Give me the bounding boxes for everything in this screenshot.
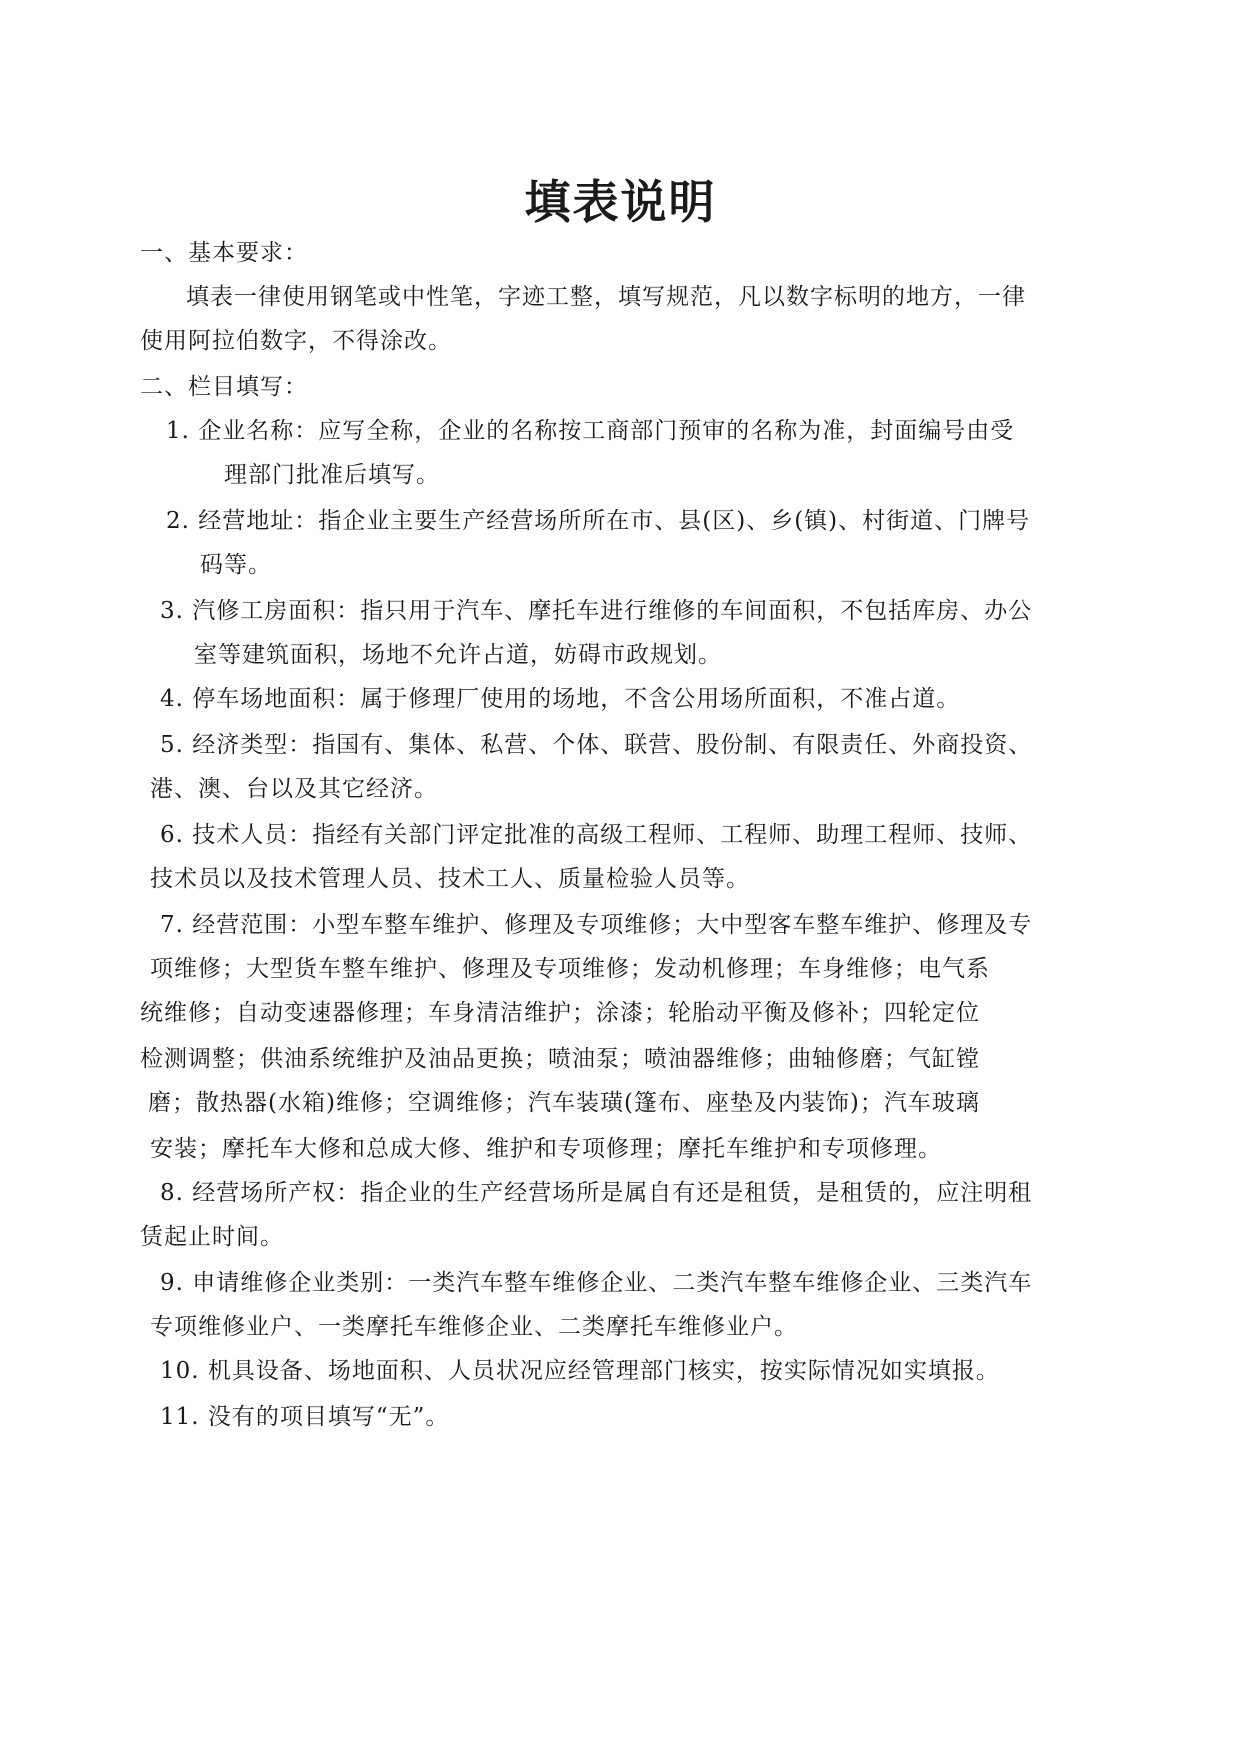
item-8-line-2: 赁起止时间。 — [140, 1224, 284, 1250]
item-3-line-1: 3. 汽修工房面积：指只用于汽车、摩托车进行维修的车间面积，不包括库房、办公 — [160, 598, 1033, 624]
item-6-line-1: 6. 技术人员：指经有关部门评定批准的高级工程师、工程师、助理工程师、技师、 — [160, 822, 1033, 848]
item-7-line-6: 安装；摩托车大修和总成大修、维护和专项修理；摩托车维护和专项修理。 — [150, 1136, 942, 1162]
item-10-line-1: 10. 机具设备、场地面积、人员状况应经管理部门核实，按实际情况如实填报。 — [160, 1358, 1000, 1384]
item-2-line-2: 码等。 — [200, 552, 272, 578]
item-7-line-2: 项维修；大型货车整车维护、修理及专项维修；发动机修理；车身维修；电气系 — [150, 956, 990, 982]
basic-requirements-text-line-1: 填表一律使用钢笔或中性笔，字迹工整，填写规范，凡以数字标明的地方，一律 — [186, 284, 1026, 310]
item-4-line-1: 4. 停车场地面积：属于修理厂使用的场地，不含公用场所面积，不准占道。 — [160, 686, 961, 712]
item-7-line-4: 检测调整；供油系统维护及油品更换；喷油泵；喷油器维修；曲轴修磨；气缸镗 — [140, 1046, 980, 1072]
item-1-line-2: 理部门批准后填写。 — [224, 462, 440, 488]
basic-requirements-text-line-2: 使用阿拉伯数字，不得涂改。 — [140, 328, 452, 354]
item-2-line-1: 2. 经营地址：指企业主要生产经营场所所在市、县(区)、乡(镇)、村街道、门牌号 — [166, 508, 1031, 534]
fields-heading: 二、栏目填写： — [140, 374, 308, 400]
item-7-line-3: 统维修；自动变速器修理；车身清洁维护；涂漆；轮胎动平衡及修补；四轮定位 — [140, 1000, 980, 1026]
basic-requirements-heading: 一、基本要求： — [140, 240, 308, 266]
item-9-line-1: 9. 申请维修企业类别：一类汽车整车维修企业、二类汽车整车维修企业、三类汽车 — [160, 1270, 1033, 1296]
item-1-line-1: 1. 企业名称：应写全称，企业的名称按工商部门预审的名称为准，封面编号由受 — [166, 418, 1015, 444]
item-5-line-1: 5. 经济类型：指国有、集体、私营、个体、联营、股份制、有限责任、外商投资、 — [160, 732, 1033, 758]
item-7-line-1: 7. 经营范围：小型车整车维护、修理及专项维修；大中型客车整车维护、修理及专 — [160, 912, 1033, 938]
item-3-line-2: 室等建筑面积，场地不允许占道，妨碍市政规划。 — [194, 642, 722, 668]
item-9-line-2: 专项维修业户、一类摩托车维修企业、二类摩托车维修业户。 — [150, 1314, 798, 1340]
item-6-line-2: 技术员以及技术管理人员、技术工人、质量检验人员等。 — [150, 866, 750, 892]
item-8-line-1: 8. 经营场所产权：指企业的生产经营场所是属自有还是租赁，是租赁的，应注明租 — [160, 1180, 1033, 1206]
page-title: 填表说明 — [524, 175, 717, 229]
item-7-line-5: 磨；散热器(水箱)维修；空调维修；汽车装璜(篷布、座垫及内装饰)；汽车玻璃 — [148, 1090, 980, 1116]
item-5-line-2: 港、澳、台以及其它经济。 — [150, 776, 438, 802]
item-11-line-1: 11. 没有的项目填写“无”。 — [160, 1404, 450, 1430]
